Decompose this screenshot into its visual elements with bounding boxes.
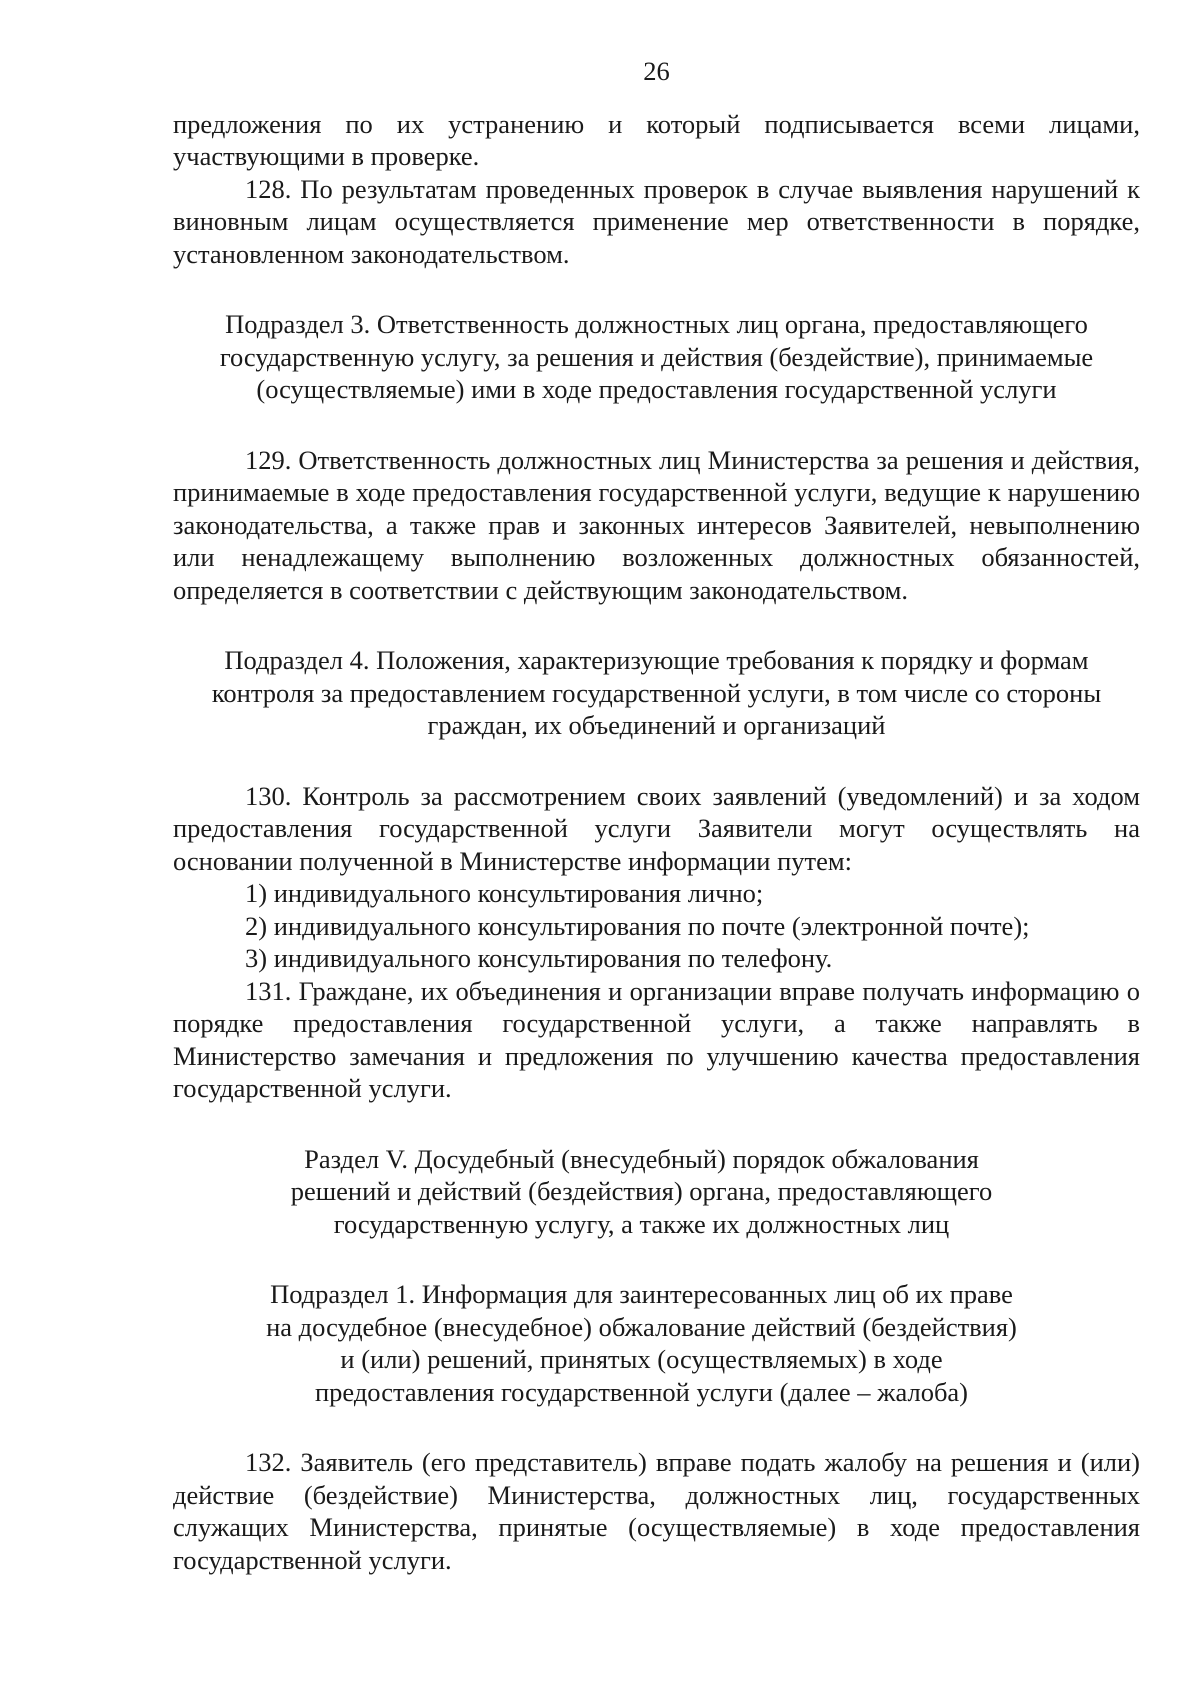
paragraph-128: 128. По результатам проведенных проверок в случае выявления нарушений к виновным лицам осуществляется применение мер ответственности в порядке, установленном законодательством.	[173, 173, 1140, 269]
heading-subsection-3: Подраздел 3. Ответственность должностных лиц органа, предоставляющего государственную услугу, за решения и действия (бездействие), принимаемые (осуществляемые) ими в ходе предоставления государственной услуги	[219, 309, 1094, 404]
heading-subsection-1: Подраздел 1. Информация для заинтересованных лиц об их праве на досудебное (внесудебное) обжалование действий (бездействия) и (или) решений, принятых (осуществляемых) в ходе предоставления государственной услуги (далее – жалоба)	[266, 1279, 1017, 1407]
paragraph-continuation: предложения по их устранению и который подписывается всеми лицами, участвующими в проверке.	[173, 108, 1140, 171]
list-item: 2) индивидуального консультирования по почте (электронной почте);	[245, 910, 1030, 941]
paragraph-130: 130. Контроль за рассмотрением своих заявлений (уведомлений) и за ходом предоставления государственной услуги Заявители могут осуществлять на основании полученной в Министерстве информации путем:	[173, 780, 1140, 876]
list-item: 1) индивидуального консультирования лично;	[245, 878, 764, 908]
page-number: 26	[643, 56, 670, 86]
list-item: 3) индивидуального консультирования по телефону.	[245, 943, 833, 973]
document-page	[173, 55, 1140, 1576]
heading-section-5: Раздел V. Досудебный (внесудебный) порядок обжалования решений и действий (бездействия) органа, предоставляющего государственную услугу, а также их должностных лиц	[290, 1143, 993, 1239]
heading-subsection-4: Подраздел 4. Положения, характеризующие требования к порядку и формам контроля за предоставлением государственной услуги, в том числе со стороны граждан, их объединений и организаций	[211, 645, 1102, 740]
paragraph-131: 131. Граждане, их объединения и организации вправе получать информацию о порядке предоставления государственной услуги, а также направлять в Министерство замечания и предложения по улучшению качества предоставления государственной услуги.	[173, 975, 1140, 1103]
paragraph-132: 132. Заявитель (его представитель) вправе подать жалобу на решения и (или) действие (бездействие) Министерства, должностных лиц, государственных служащих Министерства, принятые (осуществляемые) в ходе предоставления государственной услуги.	[173, 1447, 1140, 1575]
paragraph-129: 129. Ответственность должностных лиц Министерства за решения и действия, принимаемые в ходе предоставления государственной услуги, ведущие к нарушению законодательства, а также прав и законных интересов Заявителей, невыполнению или ненадлежащему выполнению возложенных должностных обязанностей, определяется в соответствии с действующим законодательством.	[173, 444, 1140, 605]
